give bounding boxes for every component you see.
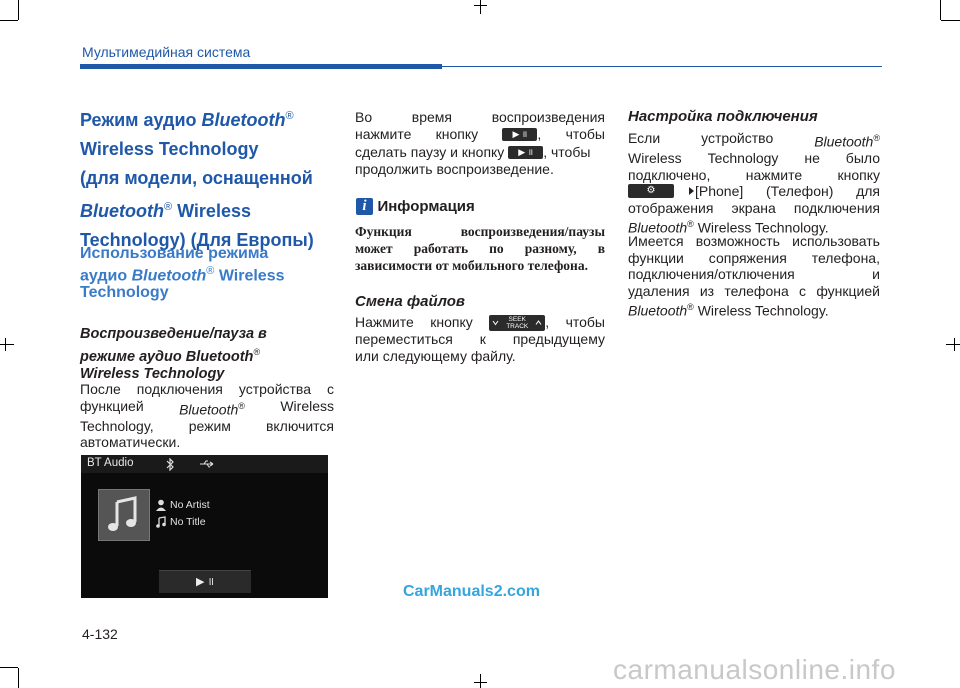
watermark-link[interactable]: CarManuals2.com [403,583,540,600]
bt-audio-screen [81,455,328,598]
artist-icon [155,499,167,511]
bluetooth-icon [164,458,176,471]
main-heading: Режим аудио Bluetooth® Wireless Technology (для модели, оснащенной Bluetooth® Wireless Technology) (Для Европы) [80,110,314,250]
info-paragraph: Функция воспроизведения/паузы может работать по разному, в зависимости от мобильного телефона. [355,224,605,273]
section-title: Мультимедийная система [82,44,251,60]
crop-mark [480,674,481,688]
crop-mark [480,0,481,14]
crop-mark [940,0,941,20]
files-heading: Смена файлов [355,293,465,310]
crop-mark [954,338,955,351]
title-note-icon [155,516,167,528]
setup-button: ⚙ [628,184,674,198]
arrow-right-icon [688,186,695,196]
seek-paragraph: Нажмите кнопку SEEK TRACK , чтобы переместиться к предыдущему или следующему файлу. [355,314,605,364]
inline-play-pause-button: ▶ ॥ [508,146,543,159]
play-pause-heading: Воспроизведение/пауза в режиме аудио Bluetooth® Wireless Technology [80,326,267,382]
play-instruction-paragraph: Во время воспроизведения нажмите кнопку ▶ ॥ , чтобы сделать паузу и кнопку ▶ ॥ , чтобы продолжить воспроизведение. [355,109,605,177]
crop-mark [18,0,19,20]
crop-mark [5,338,6,351]
usb-icon [199,459,215,469]
pairing-paragraph: Имеется возможность использовать функции сопряжения телефона, подключения/отключения и удаления из телефона с функцией Bluetooth® Wireless Technology. [628,233,880,319]
info-heading: i Информация [356,198,475,216]
header-rule [80,64,442,69]
screen-title: BT Audio [87,457,134,469]
header-rule-thin [442,66,882,67]
music-note-icon [99,490,149,540]
auto-mode-paragraph: После подключения устройства с функцией Bluetooth® Wireless Technology, режим включится автоматически. [80,381,334,451]
crop-mark [0,667,18,668]
inline-play-pause-button: ▶ ॥ [502,128,537,141]
crop-mark [941,20,960,21]
crop-mark [18,668,19,688]
info-icon: i [356,198,373,215]
page-number: 4-132 [82,626,118,642]
chevron-up-icon [535,319,542,327]
crop-mark [474,5,487,6]
crop-mark [946,344,960,345]
artist-text: No Artist [170,499,210,511]
crop-mark [0,20,18,21]
sub-heading: Использование режима аудио Bluetooth® Wireless Technology [80,245,285,302]
connection-paragraph: Если устройство Bluetooth® Wireless Technology не было подключено, нажмите кнопку ⚙ [Phone] (Телефон) для отображения экрана подключения Bluetooth® Wireless Technology. [628,130,880,236]
play-pause-button[interactable]: ▶ ॥ [159,570,251,593]
chevron-down-icon [492,319,499,327]
track-title-text: No Title [170,516,206,528]
album-art [98,489,150,541]
connection-settings-heading: Настройка подключения [628,108,818,125]
footer-watermark: carmanualsonline.info [613,654,896,685]
crop-mark [0,344,14,345]
seek-track-button: SEEK TRACK [489,315,545,331]
crop-mark [474,682,487,683]
